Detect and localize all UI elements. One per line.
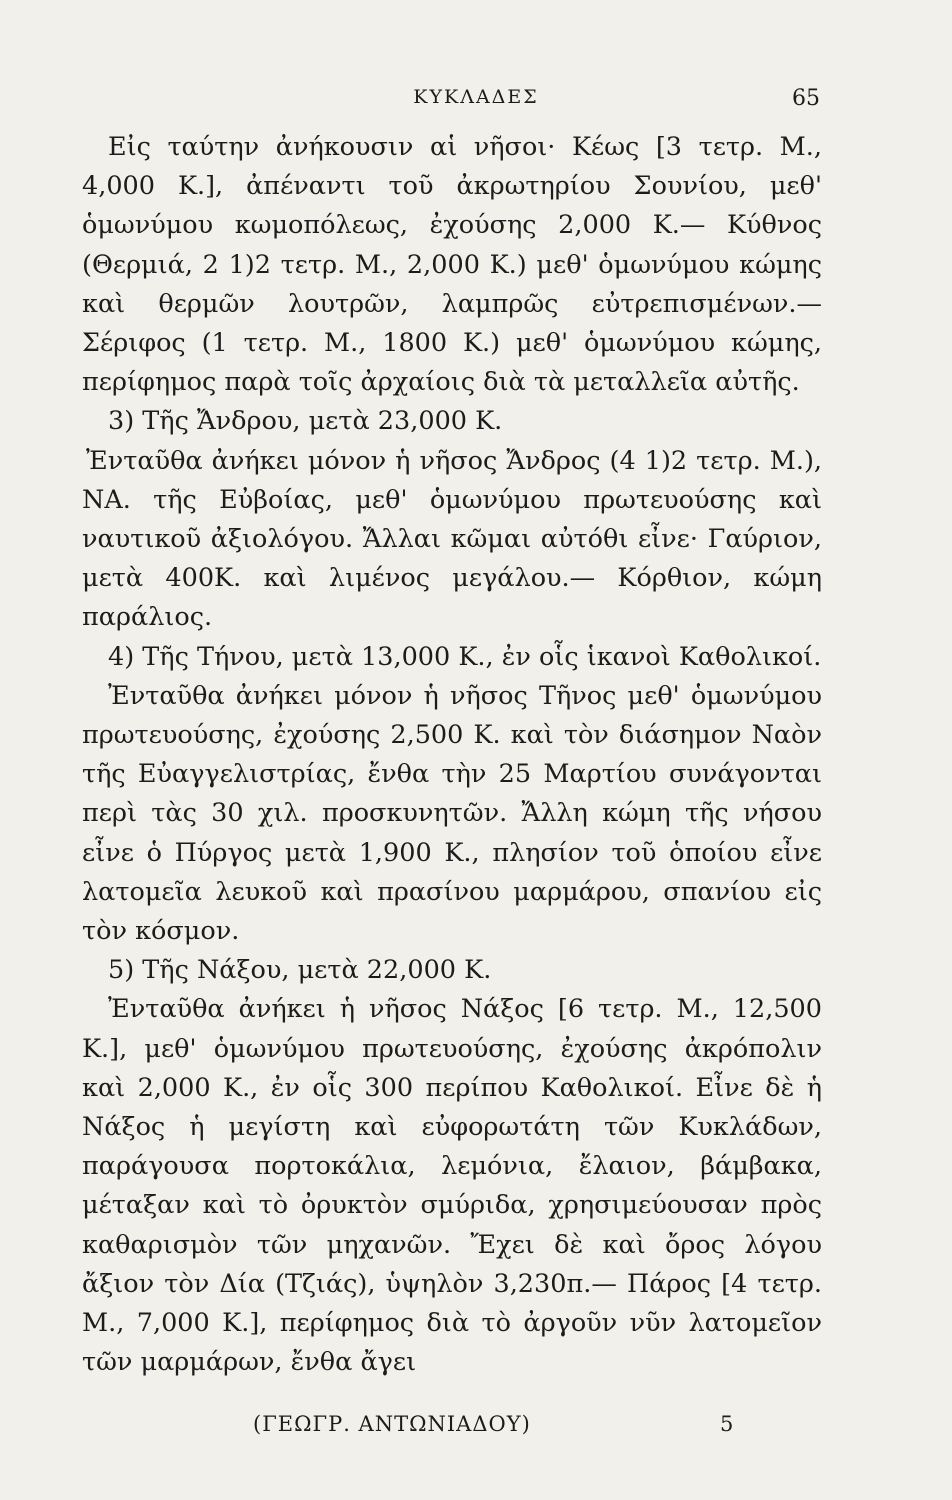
heading-andros: 3) Τῆς Ἄνδρου, μετὰ 23,000 Κ. [108,406,503,437]
paragraph-naxos-paros: Ἐνταῦθα ἀνήκει ἡ νῆσος Νάξος [6 τετρ. Μ., 12,500 Κ.], μεθ' ὁμωνύμου πρωτευούσης, ἐχούσης ἀκρόπολιν καὶ 2,000 Κ., ἐν οἷς 300 περίπου Καθολικοί. Εἶνε δὲ ἡ Νάξος ἡ μεγίστη καὶ εὐφορωτάτη τῶν Κυκλάδων, παράγουσα πορτοκάλια, λεμόνια, ἔλαιον, βάμβακα, μέταξαν καὶ τὸ ὀρυκτὸν σμύριδα, χρησιμεύουσαν πρὸς καθαρισμὸν τῶν μηχανῶν. Ἔχει δὲ καὶ ὄρος λόγου ἄξιον τὸν Δία (Τζιάς), ὑψηλὸν 3,230π.— Πάρος [4 τετρ. Μ., 7,000 Κ.], περίφημος διὰ τὸ ἀργοῦν νῦν λατομεῖον τῶν μαρμάρων, ἔνθα ἄγει [82,994,822,1378]
body-text [82,128,822,1383]
heading-naxos: 5) Τῆς Νάξου, μετὰ 22,000 Κ. [108,955,492,986]
page-number: 65 [792,86,820,111]
paragraph-islands-kea-kythnos-serifos: Εἰς ταύτην ἀνήκουσιν αἱ νῆσοι· Κέως [3 τετρ. Μ., 4,000 Κ.], ἀπέναντι τοῦ ἀκρωτηρίου Σουνίου, μεθ' ὁμωνύμου κωμοπόλεως, ἐχούσης 2,000 Κ.— Κύθνος (Θερμιά, 2 1)2 τετρ. Μ., 2,000 Κ.) μεθ' ὁμωνύμου κώμης καὶ θερμῶν λουτρῶν, λαμπρῶς εὐτρεπισμένων.— Σέριφος (1 τετρ. Μ., 1800 Κ.) μεθ' ὁμωνύμου κώμης, περίφημος παρὰ τοῖς ἀρχαίοις διὰ τὰ μεταλλεῖα αὐτῆς. [82,132,822,398]
signature-mark: 5 [720,1412,735,1436]
paragraph-tinos: Ἐνταῦθα ἀνήκει μόνον ἡ νῆσος Τῆνος μεθ' ὁμωνύμου πρωτευούσης, ἐχούσης 2,500 Κ. καὶ τὸν διάσημον Ναὸν τῆς Εὐαγγελιστρίας, ἔνθα τὴν 25 Μαρτίου συνάγονται περὶ τὰς 30 χιλ. προσκυνητῶν. Ἄλλη κώμη τῆς νήσου εἶνε ὁ Πύργος μετὰ 1,900 Κ., πλησίον τοῦ ὁποίου εἶνε λατομεῖα λευκοῦ καὶ πρασίνου μαρμάρου, σπανίου εἰς τὸν κόσμον. [82,680,822,947]
printer-imprint: (ΓΕΩΓΡ. ΑΝΤΩΝΙΑΔΟΥ) [253,1412,531,1436]
running-title: ΚΥΚΛΑΔΕΣ [413,86,539,108]
paragraph-andros: Ἐνταῦθα ἀνήκει μόνον ἡ νῆσος Ἄνδρος (4 1)2 τετρ. Μ.), ΝΑ. τῆς Εὐβοίας, μεθ' ὁμωνύμου πρωτευούσης καὶ ναυτικοῦ ἀξιολόγου. Ἄλλαι κῶμαι αὐτόθι εἶνε· Γαύριον, μετὰ 400Κ. καὶ λιμένος μεγάλου.— Κόρθιον, κώμη παράλιος. [82,445,822,633]
heading-tinos: 4) Τῆς Τήνου, μετὰ 13,000 Κ., ἐν οἷς ἱκανοὶ Καθολικοί. [108,641,822,672]
